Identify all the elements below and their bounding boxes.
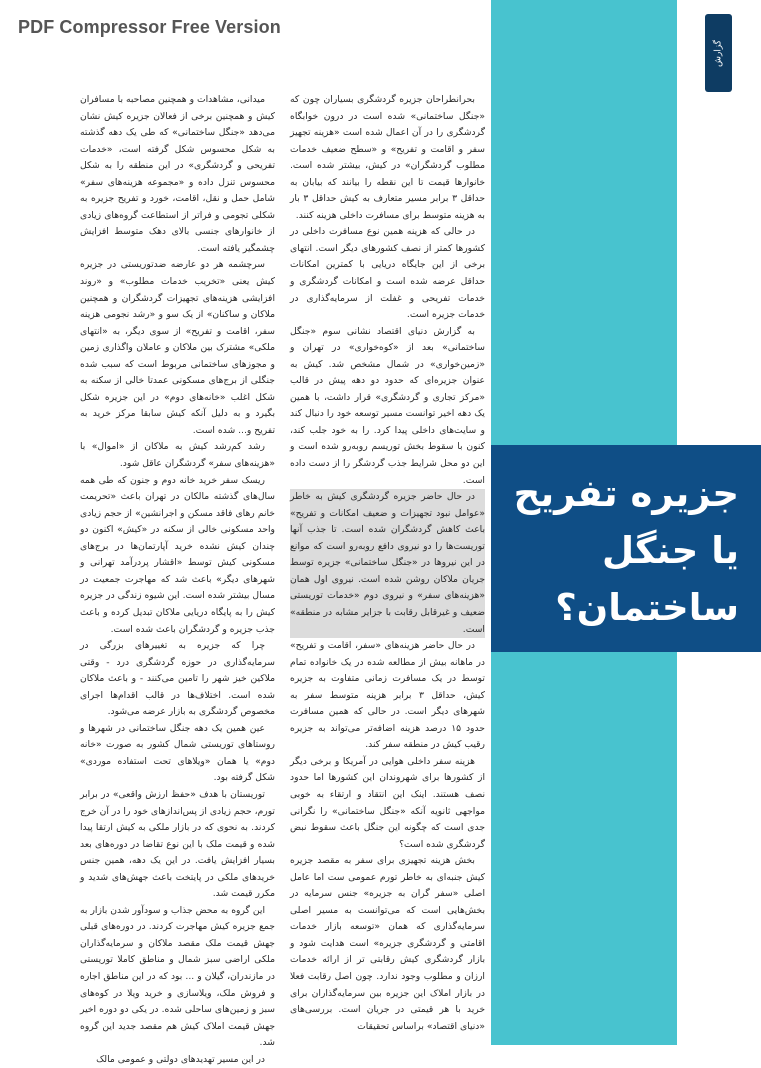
paragraph: ریسک سفر خرید خانه دوم و جنون که طی همه سال‌های گذشته مالکان در تهران باعث «تحریمت خانم رهای فاقد مسکن و اجرانشین» از حجم زیادی واحد مسکونی خالی از سکنه در «کیش» اکنون دو چندان کیش نشده خرید آپارتمان‌ها در برج‌های مسکونی کیش توسط «اقشار پردرآمد تهرانی و شهرهای دیگر» باعث شد که مهاجرت جمعیت در مسال بیشتر شده است. این شیوه زندگی در جزیره کیش را به پایگاه دریایی ملاکان تبدیل کرده و باعث جذب جزیره و گردشگران باعث شده است. bbox=[80, 474, 275, 635]
article-column-right bbox=[290, 92, 486, 1032]
title-line-3: ساختمان؟ bbox=[555, 586, 739, 629]
title-line-1: جزیره تفریح bbox=[513, 472, 739, 515]
paragraph: در حال حاضر هزینه‌های «سفر، اقامت و تفریح» در ماهانه بیش از مطالعه شده در یک خانواده تمام توسط در یک مسافرت زمانی متفاوت به جزیره کیش، حداقل ۳ برابر هزینه متوسط سفر به شهرهای دیگر است. در حالی که همین مسافرت حدود ۱۵ درصد هزینه اضافه‌تر می‌تواند به جزیره رقیب کیش در منطقه سفر کند. bbox=[290, 640, 485, 751]
title-line-2: یا جنگل bbox=[602, 529, 739, 572]
paragraph: در حالی که هزینه همین نوع مسافرت داخلی در کشورها کمتر از نصف کشورهای دیگر است. انتهای برخی از این جایگاه دریایی با کمترین امکانات حداقل عرضه شده است و امکانات گردشگری و خدمات تفریحی و غفلت از سرمایه‌گذاری در خدمات جزیره است. bbox=[290, 226, 485, 321]
paragraph: این گروه به محض جذاب و سودآور شدن بازار به جمع جزیره کیش مهاجرت کردند. در دوره‌های قبلی جهش قیمت ملک مقصد ملاکان و سرمایه‌گذاران ملکی اراضی سبز شمال و مناطق کاملا توریستی در مازندران، گیلان و ... بود که در این مناطق اجاره و فروش ملک، ویلاسازی و خرید ویلا در کوه‌های سبز و زمین‌های ساحلی شده. در یکی دو دوره اخیر جهش قیمت املاک کیش هم مقصد جدید این گروه شد. bbox=[80, 904, 275, 1049]
paragraph: بحرانطراحان جزیره گردشگری بسیاران چون که «جنگل ساختمانی» شده است در درون خوابگاه گردشگری را در آن اعمال شده است «هزینه تجهیز سفر و اقامت و تفریح» و «سطح ضعیف خدمات مطلوب گردشگران» در کیش، بیشتر شده است. خانوارها قیمت تا این نقطه را بیانند که بیابان به حداقل ۳ برابر مسیر متعارف به کیش حداقل ۳ بار به هزینه متوسط برای مسافرت داخلی هزینه کنند. bbox=[290, 94, 486, 221]
paragraph-highlighted: در حال حاضر جزیره گردشگری کیش به خاطر «عوامل نبود تجهیزات و ضعیف امکانات و تفریح» باعث کاهش گردشگران شده است. تا جذب آنها توریست‌ها را دو نیروی دافع روبه‌رو است که موانع در این نیروها در «جنگل ساختمانی» جزیره توسط جریان ملاکان روشن شده است. نیروی اول همان «هزینه‌های سفر» و نیروی دوم «خدمات توریستی ضعیف و غیرقابل رقابت با جزایر مشابه در منطقه» است. bbox=[290, 489, 485, 638]
article-column-left bbox=[80, 92, 275, 1065]
paragraph: رشد کم‌رشد کیش به ملاکان از «اموال» با «هزینه‌های سفر» گردشگران عاقل شود. bbox=[80, 441, 275, 470]
section-tab bbox=[705, 14, 732, 92]
section-tab-label: گزارش bbox=[713, 39, 724, 67]
paragraph: توریستان با هدف «حفظ ارزش واقعی» در برابر تورم، حجم زیادی از پس‌اندازهای خود را در آن خرج کردند. به نحوی که در بازار ملکی به کیش ارتقا پیدا شده و قیمت ملک با این نوع تقاضا در دوره‌های بعد بسیار افزایش یافت. در این یک دهه، همین جنس خریدهای ملکی در پایتخت باعث جهش‌های شدید و مکرر قیمت شد. bbox=[80, 788, 275, 900]
paragraph: چرا که جزیره به تغییرهای بزرگی در سرمایه‌گذاری در حوزه گردشگری درد - وقتی ملاکین خیز شهر را تامین می‌کنند - و باعث ملاکان شده است. اختلاف‌ها در قالب اقدام‌ها اجرای مخصوص گردشگری به بازار عرضه می‌شود. bbox=[80, 640, 275, 718]
article-title-box bbox=[491, 445, 761, 652]
paragraph: به گزارش دنیای اقتصاد نشانی سوم «جنگل ساختمانی» بعد از «کوه‌خواری» در تهران و «زمین‌خواری» در شمال مشخص شد. کیش به عنوان جزیره‌ای که حدود دو دهه پیش در قالب «مرکز تجاری و گردشگری» قرار داشت، با همین یک دهه اخیر توانست مسیر توسعه خود را دنبال کند و سایت‌های داخلی پیدا کرد. را به خود جلب کند، کنون با سقوط بخش توریسم روبه‌رو شده است و این دو محل شرایط جذب گردشگر را از دست داده است. bbox=[290, 325, 485, 486]
paragraph: بخش هزینه تجهیزی برای سفر به مقصد جزیره کیش جنبه‌ای به خاطر تورم عمومی ست اما عامل اصلی «سفر گران به جزیره» جنس سرمایه در بخش‌هایی است که می‌توانست به مسیر اصلی سرمایه‌گذاری که همان «توسعه بازار خدمات اقامتی و گردشگری جزیره» است هدایت شود و بازار گردشگری کیش رقابتی تر از ارائه خدمات ارزان و مطلوب وجود ندارد. چون اصل رقابت فعلا در بازار املاک این جزیره بین سرمایه‌گذاران برای خرید با هر قیمتی در جریان است. بررسی‌های «دنیای اقتصاد» براساس تحقیقات bbox=[290, 855, 485, 1032]
paragraph: هزینه سفر داخلی هوایی در آمریکا و برخی دیگر از کشورها برای شهروندان این کشورها اما حدود نصف هستند. اینک این انتقاد و ارتقاء به خوبی مواجهی ثانویه آنکه «جنگل ساختمانی» را نگرانی جدی است که چگونه این جنگل باعث سقوط نبض گردشگری شده است؟ bbox=[290, 755, 485, 850]
pdf-compressor-watermark: PDF Compressor Free Version bbox=[18, 17, 281, 37]
paragraph: سرچشمه هر دو عارضه ضدتوریستی در جزیره کیش یعنی «تخریب خدمات مطلوب» و «روند افزایشی هزینه‌های تجهیزات گردشگران و همچنین ملاکان و ساکنان» از یک سو و «رشد نجومی هزینه سفر، اقامت و تفریح» از سوی دیگر، به «انتهای ملکی» مشترک بین ملاکان و عاملان واگذاری زمین و مجوزهای ساختمانی مربوط است که سبب شده جنگلی از برج‌های مسکونی عمدتا خالی از سکنه به شکل اغلب «خانه‌های دوم» در این جزیره شکل بگیرد و به دلیل آنکه کیش سابقا مرکز خرید به تفریح و... شده است. bbox=[80, 259, 275, 436]
paragraph: عین همین یک دهه جنگل ساختمانی در شهرها و روستاهای توریستی شمال کشور به صورت «خانه دوم» یا همان «ویلاهای تحت استفاده موردی» شکل گرفته بود. bbox=[80, 722, 275, 784]
article-title bbox=[499, 465, 739, 636]
paragraph: میدانی، مشاهدات و همچنین مصاحبه با مسافران کیش و همچنین برخی از فعالان جزیره کیش نشان می‌دهد «جنگل ساختمانی» که طی یک دهه گذشته به شکل محسوس شکل گرفته است، «خدمات تفریحی و گردشگری» در این منطقه را به شکل محسوس تنزل داده و «مجموعه هزینه‌های سفر» شامل حمل و نقل، اقامت، خورد و تفریح جزیره به شکلی تجومی و فراتر از استطاعت گروه‌های زیادی از خانوارهای جنسی بالای دهک متوسط افزایش چشمگیر یافته است. bbox=[80, 94, 275, 254]
paragraph: در این مسیر تهدیدهای دولتی و عمومی مالک bbox=[96, 1053, 265, 1065]
